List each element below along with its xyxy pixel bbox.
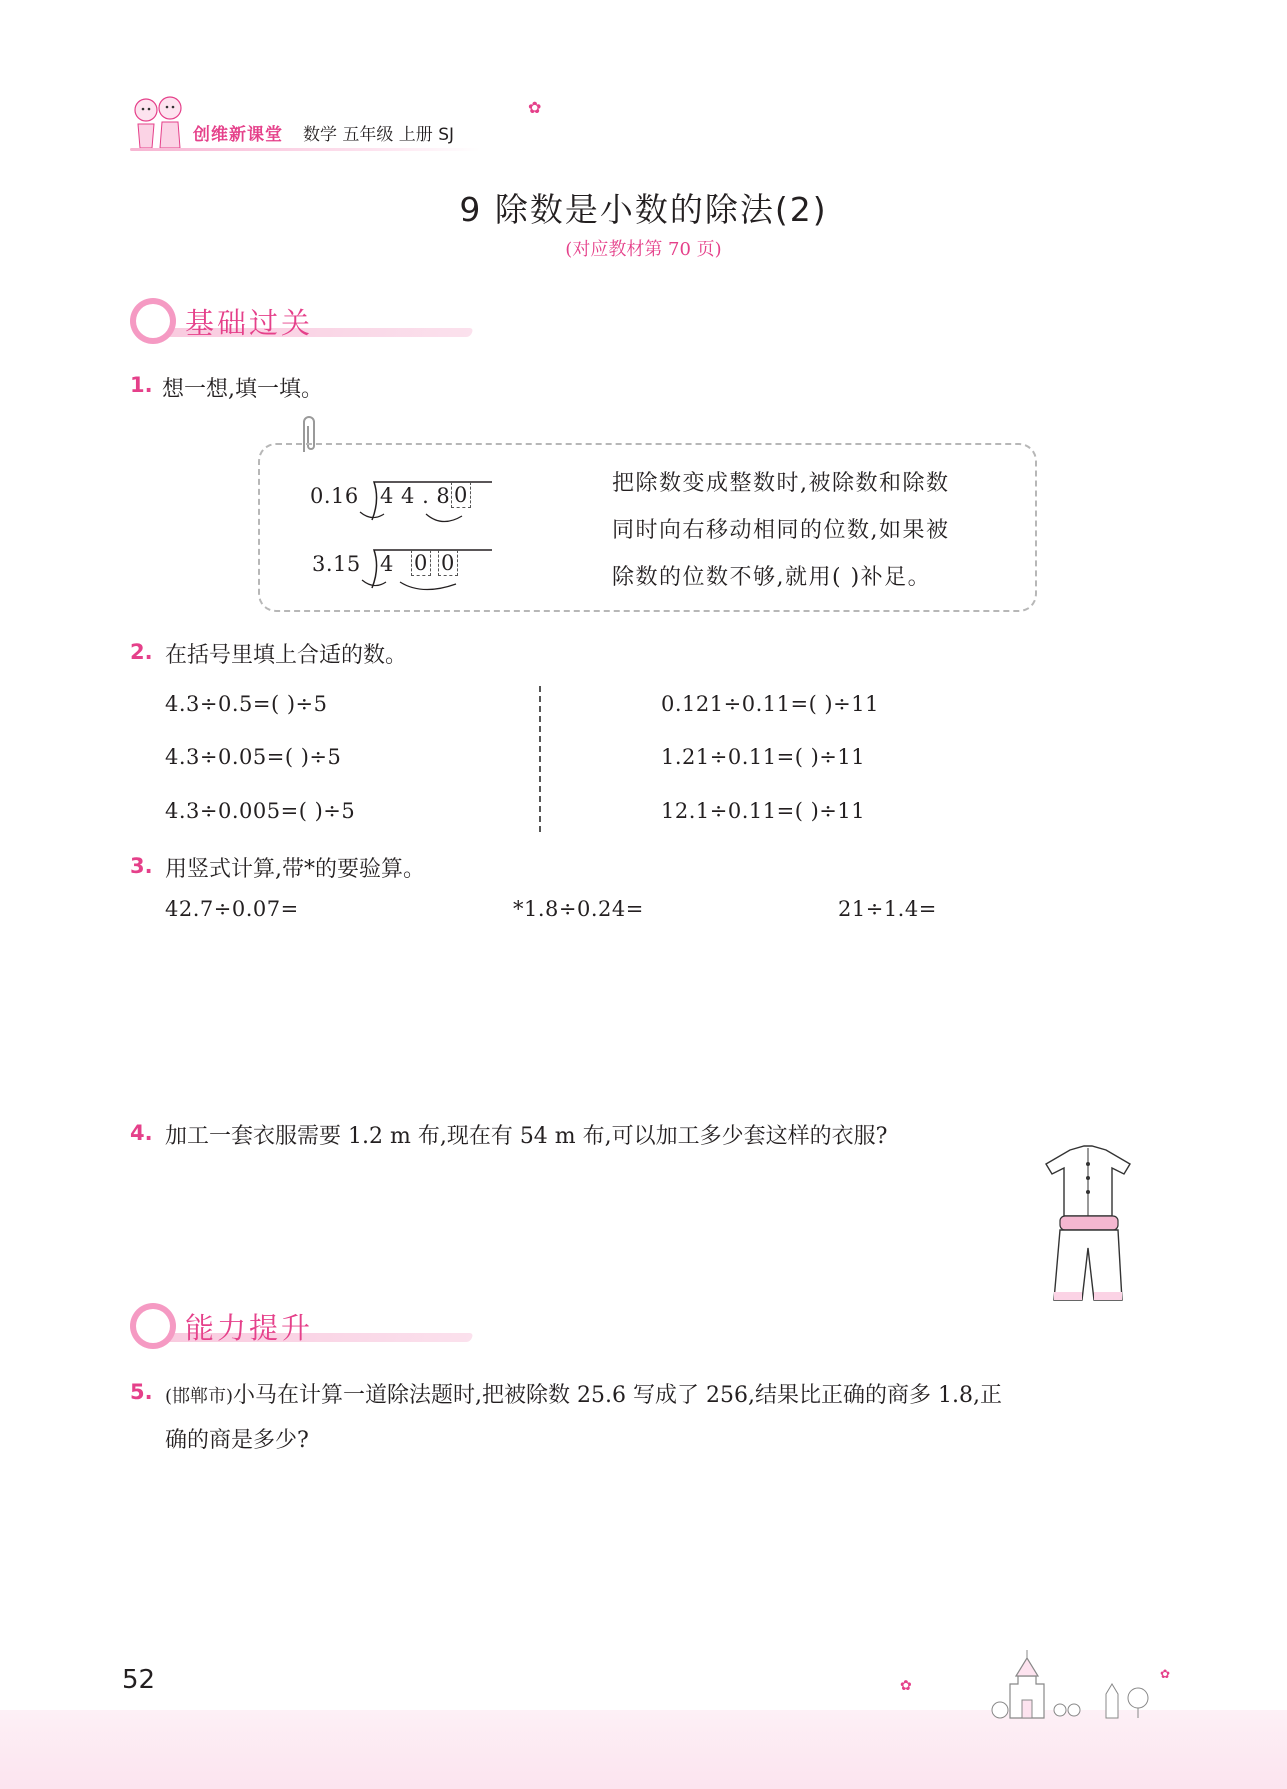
equation: 12.1÷0.11=( )÷11 bbox=[661, 799, 866, 823]
question-number: 4. bbox=[130, 1121, 153, 1145]
castle-illustration bbox=[880, 1650, 1170, 1724]
header-illustration-kids bbox=[128, 92, 190, 154]
equation: 1.21÷0.11=( )÷11 bbox=[661, 745, 866, 769]
question-number: 3. bbox=[130, 854, 153, 878]
textbook-reference: (对应教材第 70 页) bbox=[565, 239, 722, 260]
calculation-item: *1.8÷0.24= bbox=[513, 897, 644, 921]
question-number: 5. bbox=[130, 1380, 153, 1404]
brand-name: 创维新课堂 bbox=[193, 125, 283, 145]
explanation-text bbox=[612, 460, 950, 601]
equation: 4.3÷0.05=( )÷5 bbox=[165, 745, 342, 769]
book-info: 数学 五年级 上册 SJ bbox=[303, 125, 455, 145]
question-text: 想一想,填一填。 bbox=[162, 377, 323, 402]
butterfly-icon: ✿ bbox=[528, 98, 542, 117]
question-text: 用竖式计算,带*的要验算。 bbox=[165, 857, 425, 882]
long-division-1 bbox=[308, 480, 488, 530]
padding-zero-box: 0 bbox=[438, 550, 458, 576]
clothing-illustration bbox=[1040, 1140, 1136, 1314]
section-title: 基础过关 bbox=[185, 306, 314, 340]
svg-text:✿: ✿ bbox=[1160, 1667, 1170, 1681]
explanation-line: 除数的位数不够,就用( )补足。 bbox=[612, 565, 932, 590]
section-banner-basic bbox=[130, 298, 360, 344]
cartoon-face-icon bbox=[130, 298, 176, 344]
header-rule bbox=[130, 148, 480, 151]
divisor: 0.16 bbox=[310, 484, 359, 508]
question-number: 2. bbox=[130, 640, 153, 664]
calculation-item: 42.7÷0.07= bbox=[165, 897, 299, 921]
page-number: 52 bbox=[122, 1665, 156, 1695]
question-number: 1. bbox=[130, 373, 153, 397]
page-title: 9 除数是小数的除法(2) bbox=[459, 190, 828, 229]
svg-text:✿: ✿ bbox=[900, 1678, 912, 1694]
equation: 4.3÷0.005=( )÷5 bbox=[165, 799, 356, 823]
explanation-line: 同时向右移动相同的位数,如果被 bbox=[612, 518, 950, 543]
padding-zero-box: 0 bbox=[451, 482, 471, 508]
column-divider bbox=[539, 686, 541, 832]
cartoon-face-icon bbox=[130, 1303, 176, 1349]
dividend: 4 bbox=[380, 552, 394, 576]
question-text: 小马在计算一道除法题时,把被除数 25.6 写成了 256,结果比正确的商多 1.8,正 bbox=[233, 1383, 1002, 1408]
section-banner-advanced bbox=[130, 1303, 360, 1349]
equation: 0.121÷0.11=( )÷11 bbox=[661, 692, 879, 716]
padding-zero-box: 0 bbox=[411, 550, 431, 576]
long-division-2 bbox=[308, 548, 488, 598]
question-text-line-1 bbox=[165, 1378, 1165, 1409]
calculation-item: 21÷1.4= bbox=[838, 897, 937, 921]
question-text: 在括号里填上合适的数。 bbox=[165, 643, 408, 668]
section-title: 能力提升 bbox=[185, 1311, 314, 1345]
equation: 4.3÷0.5=( )÷5 bbox=[165, 692, 328, 716]
question-source: (邯郸市) bbox=[165, 1386, 234, 1407]
explanation-line: 把除数变成整数时,被除数和除数 bbox=[612, 471, 950, 496]
question-text-line-2: 确的商是多少? bbox=[165, 1428, 309, 1453]
divisor: 3.15 bbox=[312, 552, 361, 576]
question-text: 加工一套衣服需要 1.2 m 布,现在有 54 m 布,可以加工多少套这样的衣服? bbox=[165, 1124, 888, 1149]
dividend: 4 4 . 8 bbox=[380, 484, 451, 508]
